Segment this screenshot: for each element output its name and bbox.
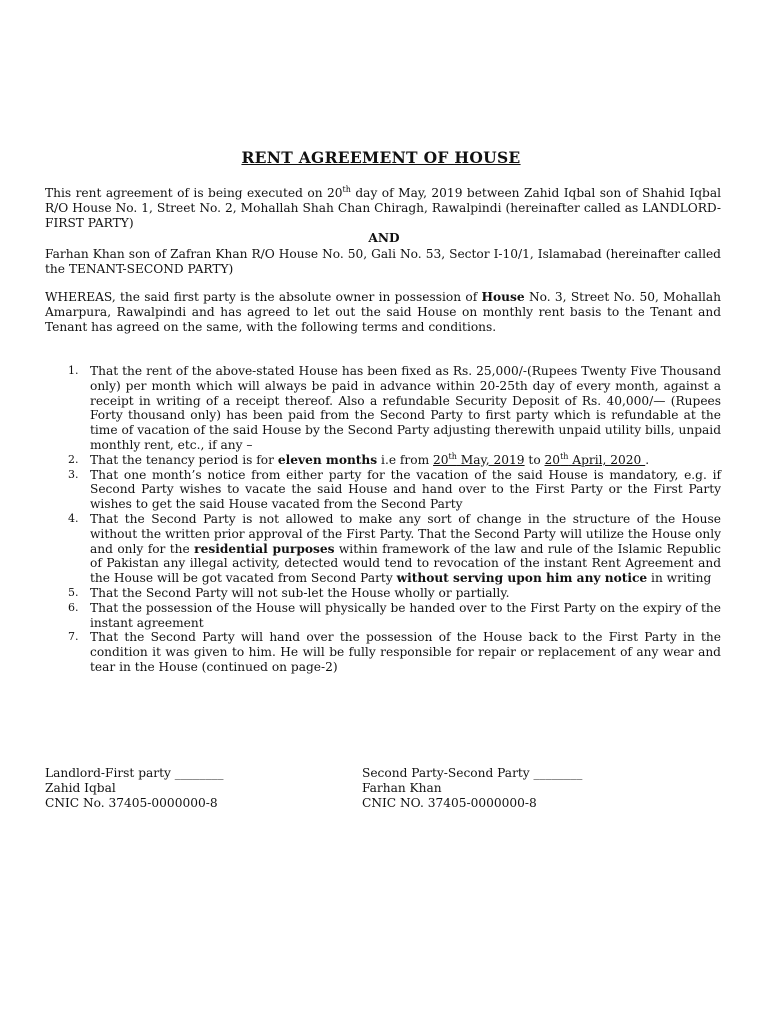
term-number: 5. — [68, 585, 79, 599]
whereas-paragraph: WHEREAS, the said first party is the absolute owner in possession of House No. 3, Street No. 50, Mohallah Amarpura, Rawalpindi and has agreed to let out the said House on monthly rent basis to the Tenant and Tenant has agreed on the same, with the following terms and conditions. — [45, 290, 721, 334]
term-number: 7. — [68, 630, 79, 644]
signature-label: Landlord-First party ________ — [45, 766, 224, 780]
start-date: 20th May, 2019 — [433, 451, 525, 467]
term-item — [68, 600, 721, 631]
end-date: 20th April, 2020 — [544, 451, 646, 467]
signatory-name: Farhan Khan — [362, 780, 442, 795]
term-number: 6. — [68, 600, 79, 614]
term-number: 1. — [68, 364, 79, 377]
term-item: 2. That the tenancy period is for eleven months i.e from 20th May, 2019 to 20th April, 2020 . — [68, 451, 650, 467]
signatory-name: Zahid Iqbal — [45, 780, 116, 795]
document-title: RENT AGREEMENT OF HOUSE — [241, 148, 521, 167]
signature-label: Second Party-Second Party ________ — [362, 766, 583, 780]
term-text: That the Second Party will hand over the possession of the House back to the First Party in the condition it was given to him. He will be fully responsible for repair or replacement of any wear and tear in the House (continued on page-2) — [90, 630, 721, 674]
signatory-cnic: CNIC NO. 37405-0000000-8 — [362, 795, 537, 810]
term-number: 2. — [68, 452, 79, 466]
term-item — [68, 467, 721, 512]
signatory-cnic: CNIC No. 37405-0000000-8 — [45, 795, 218, 810]
tenant-signature-block — [362, 766, 582, 810]
term-item — [68, 585, 721, 601]
term-item: 4. That the Second Party is not allowed to make any sort of change in the structure of the House without the written prior approval of the First Party. That the Second Party will utilize the House only and only for the residential purposes within framework of the law and rule of the Islamic Republic of Pakistan any illegal activity, detected would tend to revocation of the instant Rent Agreement and the House will be got vacated from Second Party without serving upon him any notice in writing — [68, 511, 721, 586]
tenant-paragraph: Farhan Khan son of Zafran Khan R/O House No. 50, Gali No. 53, Sector I-10/1, Islamabad (hereinafter called the TENANT-SECOND PARTY) — [45, 247, 721, 276]
term-item — [68, 364, 721, 453]
term-text: That the possession of the House will physically be handed over to the First Party on the expiry of the instant agreement — [90, 600, 721, 630]
term-number: 4. — [68, 511, 79, 525]
terms-list — [68, 364, 721, 675]
term-item — [68, 630, 721, 674]
term-number: 3. — [68, 467, 79, 481]
intro-paragraph: This rent agreement of is being executed on 20th day of May, 2019 between Zahid Iqbal son of Shahid Iqbal R/O House No. 1, Street No. 2, Mohallah Shah Chan Chiragh, Rawalpindi (hereinafter called as LANDLORD-FIRST PARTY) — [45, 184, 722, 230]
term-text: That the Second Party will not sub-let the House wholly or partially. — [90, 585, 510, 600]
landlord-signature-block — [45, 766, 224, 810]
term-text: That one month’s notice from either party for the vacation of the said House is mandatory, e.g. if Second Party wishes to vacate the said House and hand over to the First Party or the First Party wishes to get the said House vacated from the Second Party — [90, 467, 721, 512]
and-separator: AND — [368, 231, 400, 245]
term-text: That the rent of the above-stated House has been fixed as Rs. 25,000/-(Rupees Twenty Five Thousand only) per month which will always be paid in advance within 20-25th day of every month, against a receipt in writing of a receipt thereof. Also a refundable Security Deposit of Rs. 40,000/— (Rupees Forty thousand only) has been paid from the Second Party to first party which is refundable at the time of vacation of the said House by the Second Party adjusting therewith unpaid utility bills, unpaid monthly rent, etc., if any – — [90, 364, 721, 452]
